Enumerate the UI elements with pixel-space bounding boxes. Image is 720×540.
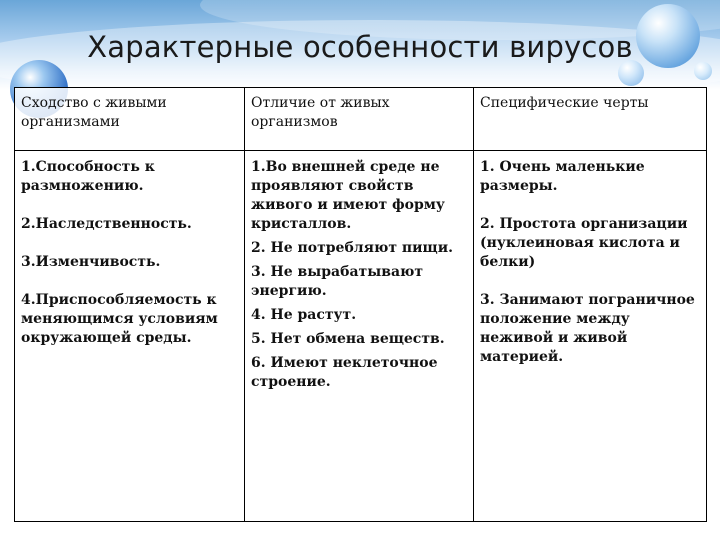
header-similarity: Сходство с живыми организмами (15, 88, 245, 151)
difference-item: 4. Не растут. (251, 307, 357, 323)
difference-item: 1.Во внешней среде не проявляют свойств живого и имеют форму кристаллов. (251, 159, 445, 232)
virus-features-table (14, 87, 706, 522)
specific-item: 1. Очень маленькие размеры. (480, 159, 645, 194)
header-specific: Специфические черты (474, 88, 707, 151)
similarity-cell (15, 151, 245, 522)
table-row (15, 151, 707, 522)
specific-item: 3. Занимают пограничное положение между неживой и живой материей. (480, 292, 695, 365)
similarity-item: 3.Изменчивость. (21, 254, 161, 270)
similarity-item: 4.Приспособляемость к меняющимся условиям окружающей среды. (21, 292, 218, 346)
header-difference: Отличие от живых организмов (245, 88, 474, 151)
difference-item: 2. Не потребляют пищи. (251, 240, 453, 256)
decorative-bubble-tiny (694, 62, 712, 80)
table-header-row (15, 88, 707, 151)
difference-item: 5. Нет обмена веществ. (251, 331, 445, 347)
specific-item: 2. Простота организации (нуклеиновая кислота и белки) (480, 216, 688, 270)
difference-cell (245, 151, 474, 522)
similarity-item: 1.Способность к размножению. (21, 159, 155, 194)
similarity-item: 2.Наследственность. (21, 216, 192, 232)
slide-title: Характерные особенности вирусов (87, 30, 633, 64)
specific-cell (474, 151, 707, 522)
difference-item: 3. Не вырабатывают энергию. (251, 264, 424, 299)
difference-item: 6. Имеют неклеточное строение. (251, 355, 438, 390)
features-table (14, 87, 707, 522)
